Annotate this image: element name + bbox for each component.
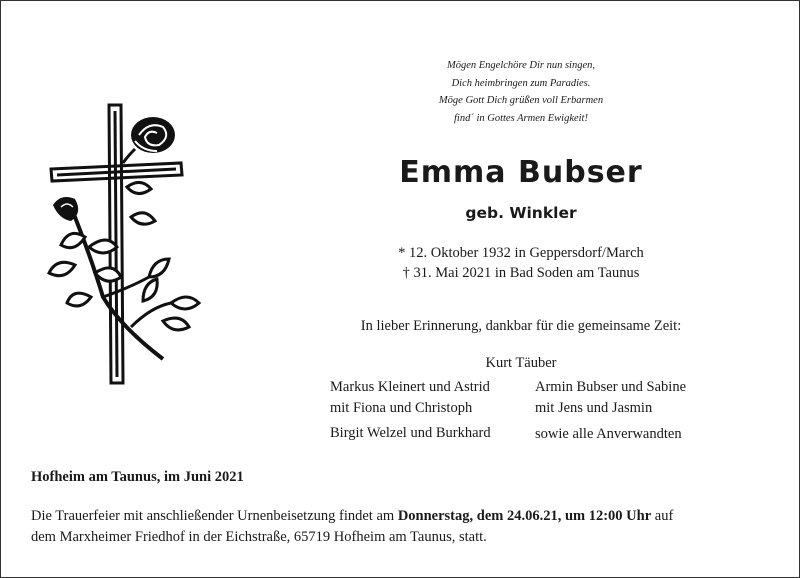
place-and-date: Hofheim am Taunus, im Juni 2021: [31, 469, 244, 485]
poem: [361, 57, 681, 127]
notice-text: auf: [651, 508, 674, 524]
poem-line: Dich heimbringen zum Paradies.: [451, 77, 591, 89]
mourner-line: Armin Bubser und Sabine: [535, 379, 687, 395]
birth-date: * 12. Oktober 1932 in Geppersdorf/March: [398, 245, 644, 261]
poem-line: Möge Gott Dich grüßen voll Erbarmen: [438, 95, 604, 106]
mourner-group-left-2: Birgit Welzel und Burkhard: [330, 425, 491, 441]
notice-line-1: [31, 506, 781, 527]
poem-line: find´ in Gottes Armen Ewigkeit!: [454, 112, 588, 124]
poem-line: Mögen Engelchöre Dir nun singen,: [446, 60, 596, 71]
notice-text: Die Trauerfeier mit anschließender Urnenbeisetzung findet am: [31, 508, 398, 524]
mourner-line: Markus Kleinert und Astrid: [330, 379, 490, 395]
memory-line: In lieber Erinnerung, dankbar für die gemeinsame Zeit:: [360, 318, 682, 334]
mourner-group-right-1: [535, 377, 686, 419]
mourner-line: mit Fiona und Christoph: [330, 400, 473, 416]
mourner-line: mit Jens und Jasmin: [535, 400, 653, 416]
mourner-group-left-1: [330, 377, 490, 419]
maiden-name: geb. Winkler: [465, 204, 577, 222]
funeral-notice: [31, 506, 781, 548]
deceased-name: Emma Bubser: [399, 155, 643, 190]
death-date: † 31. Mai 2021 in Bad Soden am Taunus: [402, 265, 640, 281]
notice-line-2: dem Marxheimer Friedhof in der Eichstraße, 65719 Hofheim am Taunus, statt.: [31, 529, 487, 545]
mourner-primary: Kurt Täuber: [485, 355, 557, 371]
cross-with-rose-icon: [31, 97, 201, 387]
life-dates: [341, 243, 701, 283]
mourner-group-right-2: sowie alle Anverwandten: [535, 426, 682, 442]
funeral-date: Donnerstag, dem 24.06.21, um 12:00 Uhr: [397, 508, 652, 524]
